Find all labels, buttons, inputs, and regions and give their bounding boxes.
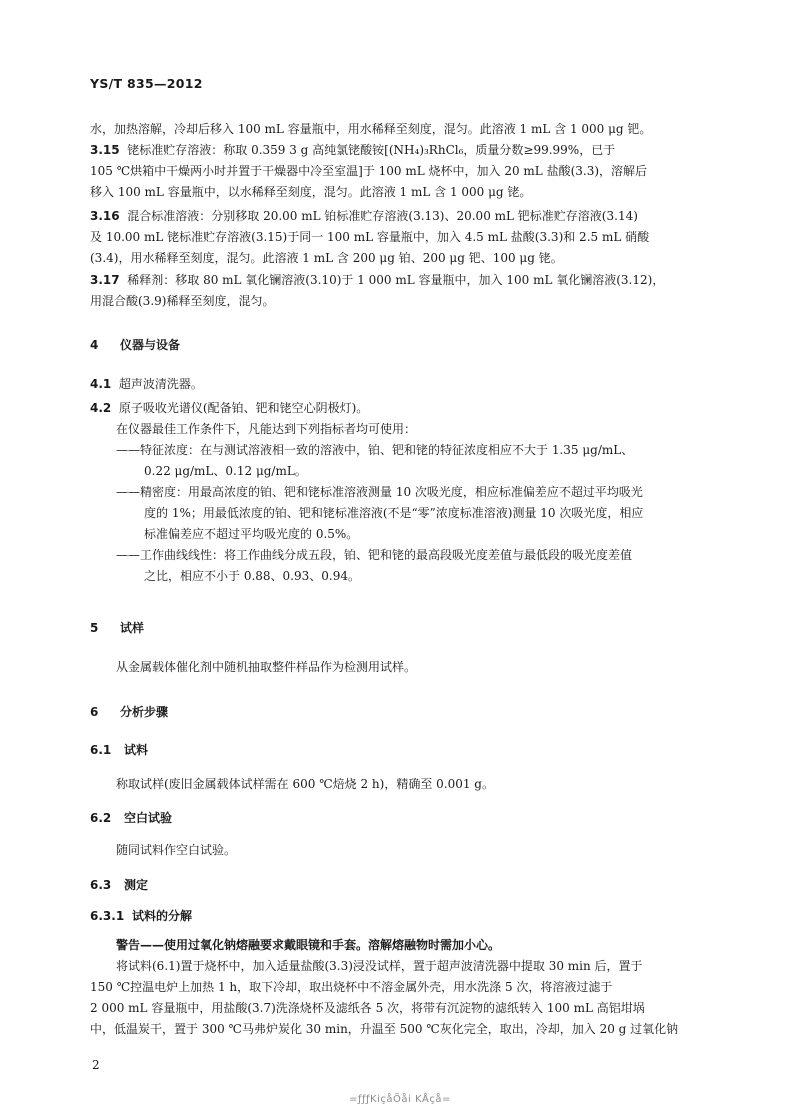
text-line: 水，加热溶解，冷却后移入 100 mL 容量瓶中，用水稀释至刻度，混匀。此溶液 1 mL 含 1 000 μg 钯。 xyxy=(90,122,652,136)
standard-number: YS/T 835—2012 xyxy=(90,76,203,91)
clause-number: 3.16 xyxy=(90,209,120,223)
section-heading-5 xyxy=(90,619,144,636)
clause-3-15 xyxy=(90,140,715,203)
section-heading-6-3 xyxy=(90,876,148,893)
section-5-text xyxy=(90,657,715,678)
text-line: 随同试料作空白试验。 xyxy=(116,843,237,857)
text-line: 150 ℃控温电炉上加热 1 h，取下冷却，取出烧杯中不溶金属外壳，用水洗涤 5 次，将溶液过滤于 xyxy=(90,980,613,994)
clause-text: 原子吸收光谱仪(配备铂、钯和铑空心阴极灯)。 xyxy=(118,401,369,415)
text-line xyxy=(90,140,715,161)
section-heading-4 xyxy=(90,336,180,353)
section-number: 6.1 xyxy=(90,743,112,757)
paragraph-3-14-continuation xyxy=(90,119,715,140)
text-line: 105 ℃烘箱中干燥两小时并置于干燥器中冷至室温]于 100 mL 烧杯中，加入 20 mL 盐酸(3.3)，溶解后 xyxy=(90,164,648,178)
clause-text: 混合标准溶液：分别移取 20.00 mL 铂标准贮存溶液(3.13)、20.00 mL 钯标准贮存溶液(3.14) xyxy=(127,209,638,223)
text-line: 移入 100 mL 容量瓶中，以水稀释至刻度，混匀。此溶液 1 mL 含 1 000 μg 铑。 xyxy=(90,185,532,199)
text-line: 中，低温炭干，置于 300 ℃马弗炉炭化 30 min，升温至 500 ℃灰化完全，取出，冷却，加入 20 g 过氧化钠 xyxy=(90,1022,679,1036)
bullet-line: 标准偏差应不超过平均吸光度的 0.5%。 xyxy=(144,527,359,541)
text-line: 称取试样(废旧金属载体试样需在 600 ℃焙烧 2 h)，精确至 0.001 g。 xyxy=(116,777,494,791)
clause-3-17 xyxy=(90,270,715,312)
bullet-line: ——特征浓度：在与测试溶液相一致的溶液中，铂、钯和铑的特征浓度相应不大于 1.35 μg/mL、 xyxy=(116,443,634,457)
section-6-2-text xyxy=(90,840,715,861)
section-number: 6.3.1 xyxy=(90,909,125,923)
clause-4-1 xyxy=(90,374,715,395)
bullet-line: 度的 1%；用最低浓度的铂、钯和铑标准溶液(不是“零”浓度标准溶液)测量 10 次吸光度，相应 xyxy=(144,506,644,520)
clause-number: 3.17 xyxy=(90,273,120,287)
section-number: 6 xyxy=(90,705,99,719)
section-title: 试料的分解 xyxy=(132,909,193,923)
text-line xyxy=(90,270,715,291)
section-number: 6.3 xyxy=(90,878,112,892)
section-title: 分析步骤 xyxy=(120,705,169,719)
section-number: 6.2 xyxy=(90,811,112,825)
section-number: 4 xyxy=(90,338,99,352)
bullet-line: ——工作曲线线性：将工作曲线分成五段，铂、钯和铑的最高段吸光度差值与最低段的吸光度差值 xyxy=(116,548,633,562)
section-6-3-1-body xyxy=(90,935,715,1040)
section-title: 仪器与设备 xyxy=(120,338,181,352)
section-title: 试料 xyxy=(124,743,149,757)
clause-text: 超声波清洗器。 xyxy=(118,377,203,391)
text-line: 2 000 mL 容量瓶中，用盐酸(3.7)洗涤烧杯及滤纸各 5 次，将带有沉淀物的滤纸转入 100 mL 高铝坩埚 xyxy=(90,1001,645,1015)
text-line xyxy=(90,398,715,419)
text-line xyxy=(90,206,715,227)
bullet-line: 之比，相应不小于 0.88、0.93、0.94。 xyxy=(144,569,360,583)
section-title: 空白试验 xyxy=(124,811,173,825)
text-line xyxy=(90,374,715,395)
warning-text: 警告——使用过氧化钠熔融要求戴眼镜和手套。溶解熔融物时需加小心。 xyxy=(116,938,501,952)
clause-number: 4.1 xyxy=(90,377,112,391)
clause-text: 铑标准贮存溶液：称取 0.359 3 g 高纯氯铑酸铵[(NH₄)₃RhCl₆，质量分数≥99.99%，已于 xyxy=(127,143,616,157)
section-6-1-text xyxy=(90,774,715,795)
clause-number: 3.15 xyxy=(90,143,120,157)
bullet-line: 0.22 μg/mL、0.12 μg/mL。 xyxy=(144,464,307,478)
footer-watermark: =ƒƒƒKiçåÕåi KÅçå= xyxy=(349,1094,451,1105)
text-line: 从金属载体催化剂中随机抽取整件样品作为检测用试样。 xyxy=(116,660,417,674)
text-line: 用混合酸(3.9)稀释至刻度，混匀。 xyxy=(90,294,275,308)
clause-4-2 xyxy=(90,398,715,587)
text-line: (3.4)，用水稀释至刻度，混匀。此溶液 1 mL 含 200 μg 铂、200 μg 钯、100 μg 铑。 xyxy=(90,251,563,265)
text-line: 及 10.00 mL 铑标准贮存溶液(3.15)于同一 100 mL 容量瓶中，加入 4.5 mL 盐酸(3.3)和 2.5 mL 硝酸 xyxy=(90,230,650,244)
section-heading-6 xyxy=(90,703,168,720)
clause-number: 4.2 xyxy=(90,401,112,415)
section-title: 测定 xyxy=(124,878,149,892)
page-number: 2 xyxy=(92,1058,100,1072)
text-line: 在仪器最佳工作条件下，凡能达到下列指标者均可使用： xyxy=(116,422,417,436)
section-heading-6-2 xyxy=(90,809,172,826)
section-number: 5 xyxy=(90,621,99,635)
section-heading-6-3-1 xyxy=(90,907,192,924)
section-heading-6-1 xyxy=(90,741,148,758)
clause-3-16 xyxy=(90,206,715,269)
clause-text: 稀释剂：移取 80 mL 氧化镧溶液(3.10)于 1 000 mL 容量瓶中，加入 100 mL 氧化镧溶液(3.12)， xyxy=(127,273,665,287)
section-title: 试样 xyxy=(120,621,145,635)
text-line: 将试料(6.1)置于烧杯中，加入适量盐酸(3.3)浸没试样，置于超声波清洗器中提取 30 min 后，置于 xyxy=(116,959,643,973)
bullet-line: ——精密度：用最高浓度的铂、钯和铑标准溶液测量 10 次吸光度，相应标准偏差应不超过平均吸光 xyxy=(116,485,643,499)
